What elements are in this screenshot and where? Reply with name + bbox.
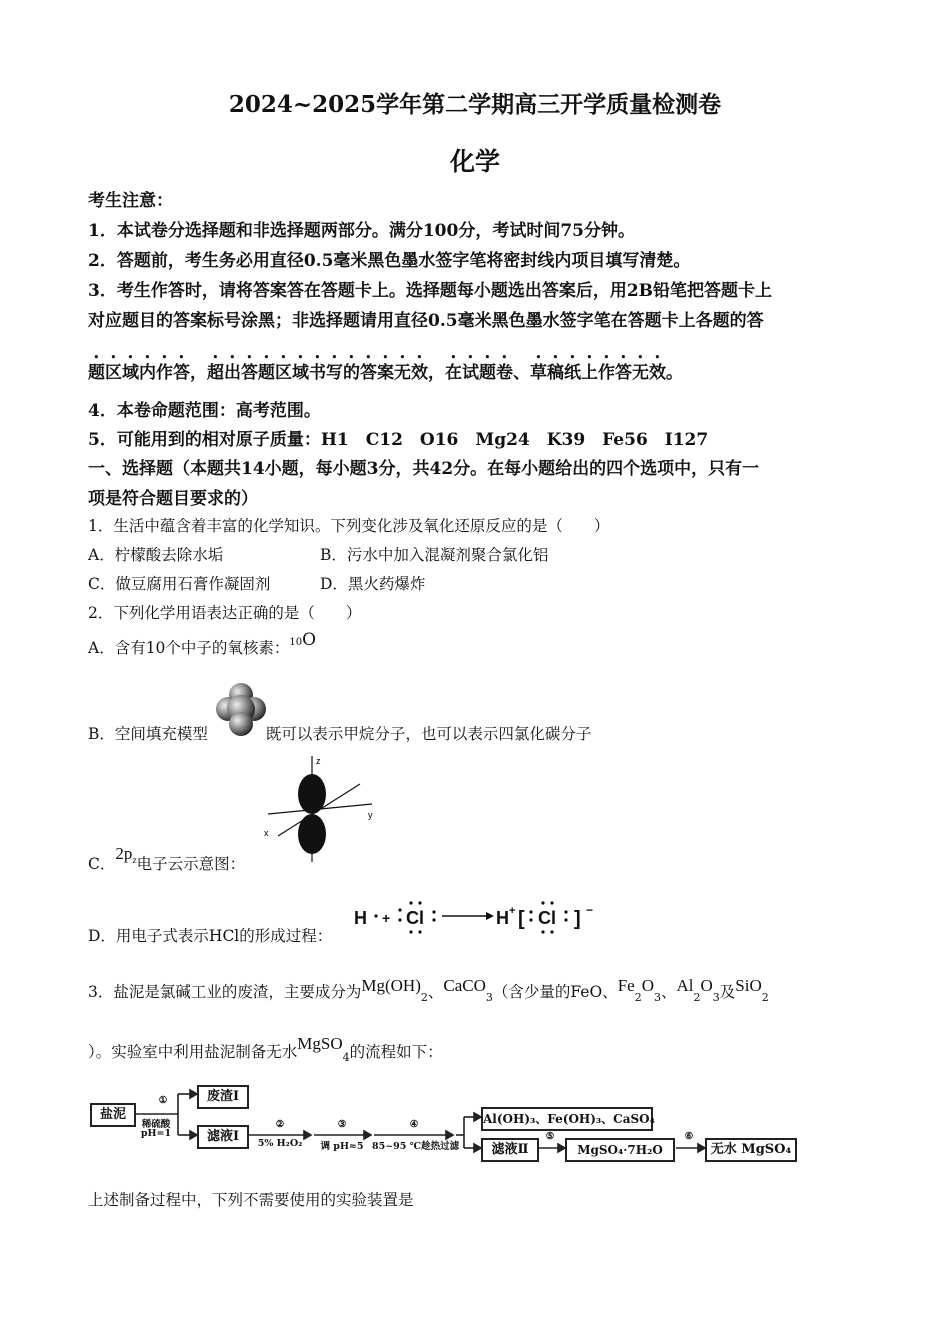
notice-item-3-line2: 对应题目的答案标号涂黑；非选择题请用直径0.5毫米黑色墨水签字笔在答题卡上各题的答	[88, 311, 764, 331]
hcl-formation-electron-dot	[348, 898, 618, 938]
svg-text:+: +	[382, 910, 391, 926]
flow-solid-box: Al(OH)₃、Fe(OH)₃、CaSO₄	[481, 1107, 653, 1131]
flow-filtrate1-box: 滤液Ⅰ	[197, 1125, 249, 1149]
svg-text:H: H	[354, 908, 367, 928]
axis-z-label: z	[316, 756, 321, 766]
q3-stem-line2: ）。实验室中利用盐泥制备无水MgSO$_4$的流程如下：	[88, 1034, 443, 1065]
q1-option-d: D．黑火药爆炸	[320, 575, 426, 593]
orbital-label: 2p	[115, 844, 133, 863]
q2-option-b: B．空间填充模型 既可以表示甲烷分子，也可以表示四氯化碳分子	[88, 725, 592, 743]
notice-item-3-line1: 3．考生作答时，请将答案答在答题卡上。选择题每小题选出答案后，用2B铅笔把答题卡上	[88, 281, 773, 301]
q1-option-b: B．污水中加入混凝剂聚合氯化铝	[320, 546, 549, 564]
q3-question: 上述制备过程中，下列不需要使用的实验装置是	[88, 1191, 414, 1209]
svg-text:H: H	[496, 908, 509, 928]
2pz-orbital-diagram	[260, 752, 380, 866]
q2-option-a: A．含有10个中子的氧核素：$^{10}$O	[88, 630, 317, 657]
subject-title: 化学	[449, 147, 500, 176]
q1-option-c: C．做豆腐用石膏作凝固剂	[88, 575, 271, 593]
flow-hydrate-box: MgSO₄·7H₂O	[565, 1138, 675, 1162]
flow-product-box: 无水 MgSO₄	[705, 1138, 797, 1162]
notice-item-5: 5．可能用到的相对原子质量：H1 C12 O16 Mg24 K39 Fe56 I127	[88, 430, 709, 450]
svg-text:]: ]	[574, 908, 581, 930]
q2-option-c: C．$2p^z$电子云示意图：	[88, 844, 246, 873]
process-flowchart: 盐泥 废渣Ⅰ 滤液Ⅰ ① 稀硫酸 pH=1 ② 5% H₂O₂ ③ 调 pH≈5 ④ 85~95 ℃趁热过滤 Al(OH)₃、Fe(OH)₃、CaSO₄ 滤液Ⅱ ⑤ MgSO₄·7H₂O ⑥ 无水 MgSO₄	[86, 1085, 806, 1165]
svg-text:−: −	[586, 903, 594, 917]
section-heading-line2: 项是符合题目要求的）	[88, 489, 258, 509]
emphasized-text: 题区域内作答，超出答题区域书写的答案无效，在试题卷、草稿纸上作答无效	[88, 363, 666, 383]
flow-filtrate2-box: 滤液Ⅱ	[481, 1138, 539, 1162]
section-heading-line1: 一、选择题（本题共14小题，每小题3分，共42分。在每小题给出的四个选项中，只有一	[88, 459, 760, 479]
svg-text:Cl: Cl	[538, 908, 556, 928]
mass-number: 10	[289, 637, 303, 648]
notice-item-3-line3: 题区域内作答，超出答题区域书写的答案无效，在试题卷、草稿纸上作答无效。	[88, 363, 683, 383]
svg-text:Cl: Cl	[406, 908, 424, 928]
axis-y-label: y	[368, 810, 373, 820]
space-filling-model-image	[212, 680, 270, 738]
axis-x-label: x	[264, 828, 269, 838]
notice-heading: 考生注意：	[88, 191, 173, 211]
svg-text:+: +	[509, 905, 516, 917]
q3-stem-line1: 3．盐泥是氯碱工业的废渣，主要成分为$Mg(OH)_2$、CaCO$_3$（含少量的FeO、$Fe_2O_3$、$Al_2O_3$及SiO$_2$	[88, 976, 769, 1005]
flow-residue-box: 废渣Ⅰ	[197, 1085, 249, 1109]
q2-stem: 2．下列化学用语表达正确的是（ ）	[88, 604, 362, 622]
q1-option-a: A．柠檬酸去除水垢	[88, 546, 224, 564]
svg-text:[: [	[518, 908, 525, 930]
notice-item-1: 1．本试卷分选择题和非选择题两部分。满分100分，考试时间75分钟。	[88, 221, 635, 241]
flow-start-box: 盐泥	[90, 1103, 136, 1127]
q1-stem: 1．生活中蕴含着丰富的化学知识。下列变化涉及氧化还原反应的是（ ）	[88, 517, 610, 535]
notice-item-4: 4．本卷命题范围：高考范围。	[88, 401, 321, 421]
notice-item-2: 2．答题前，考生务必用直径0.5毫米黑色墨水签字笔将密封线内项目填写清楚。	[88, 251, 691, 271]
q2-option-d: D．用电子式表示HCl的形成过程：	[88, 927, 333, 945]
element-symbol: O	[302, 630, 317, 650]
exam-title: 2024~2025学年第二学期高三开学质量检测卷	[228, 91, 722, 118]
